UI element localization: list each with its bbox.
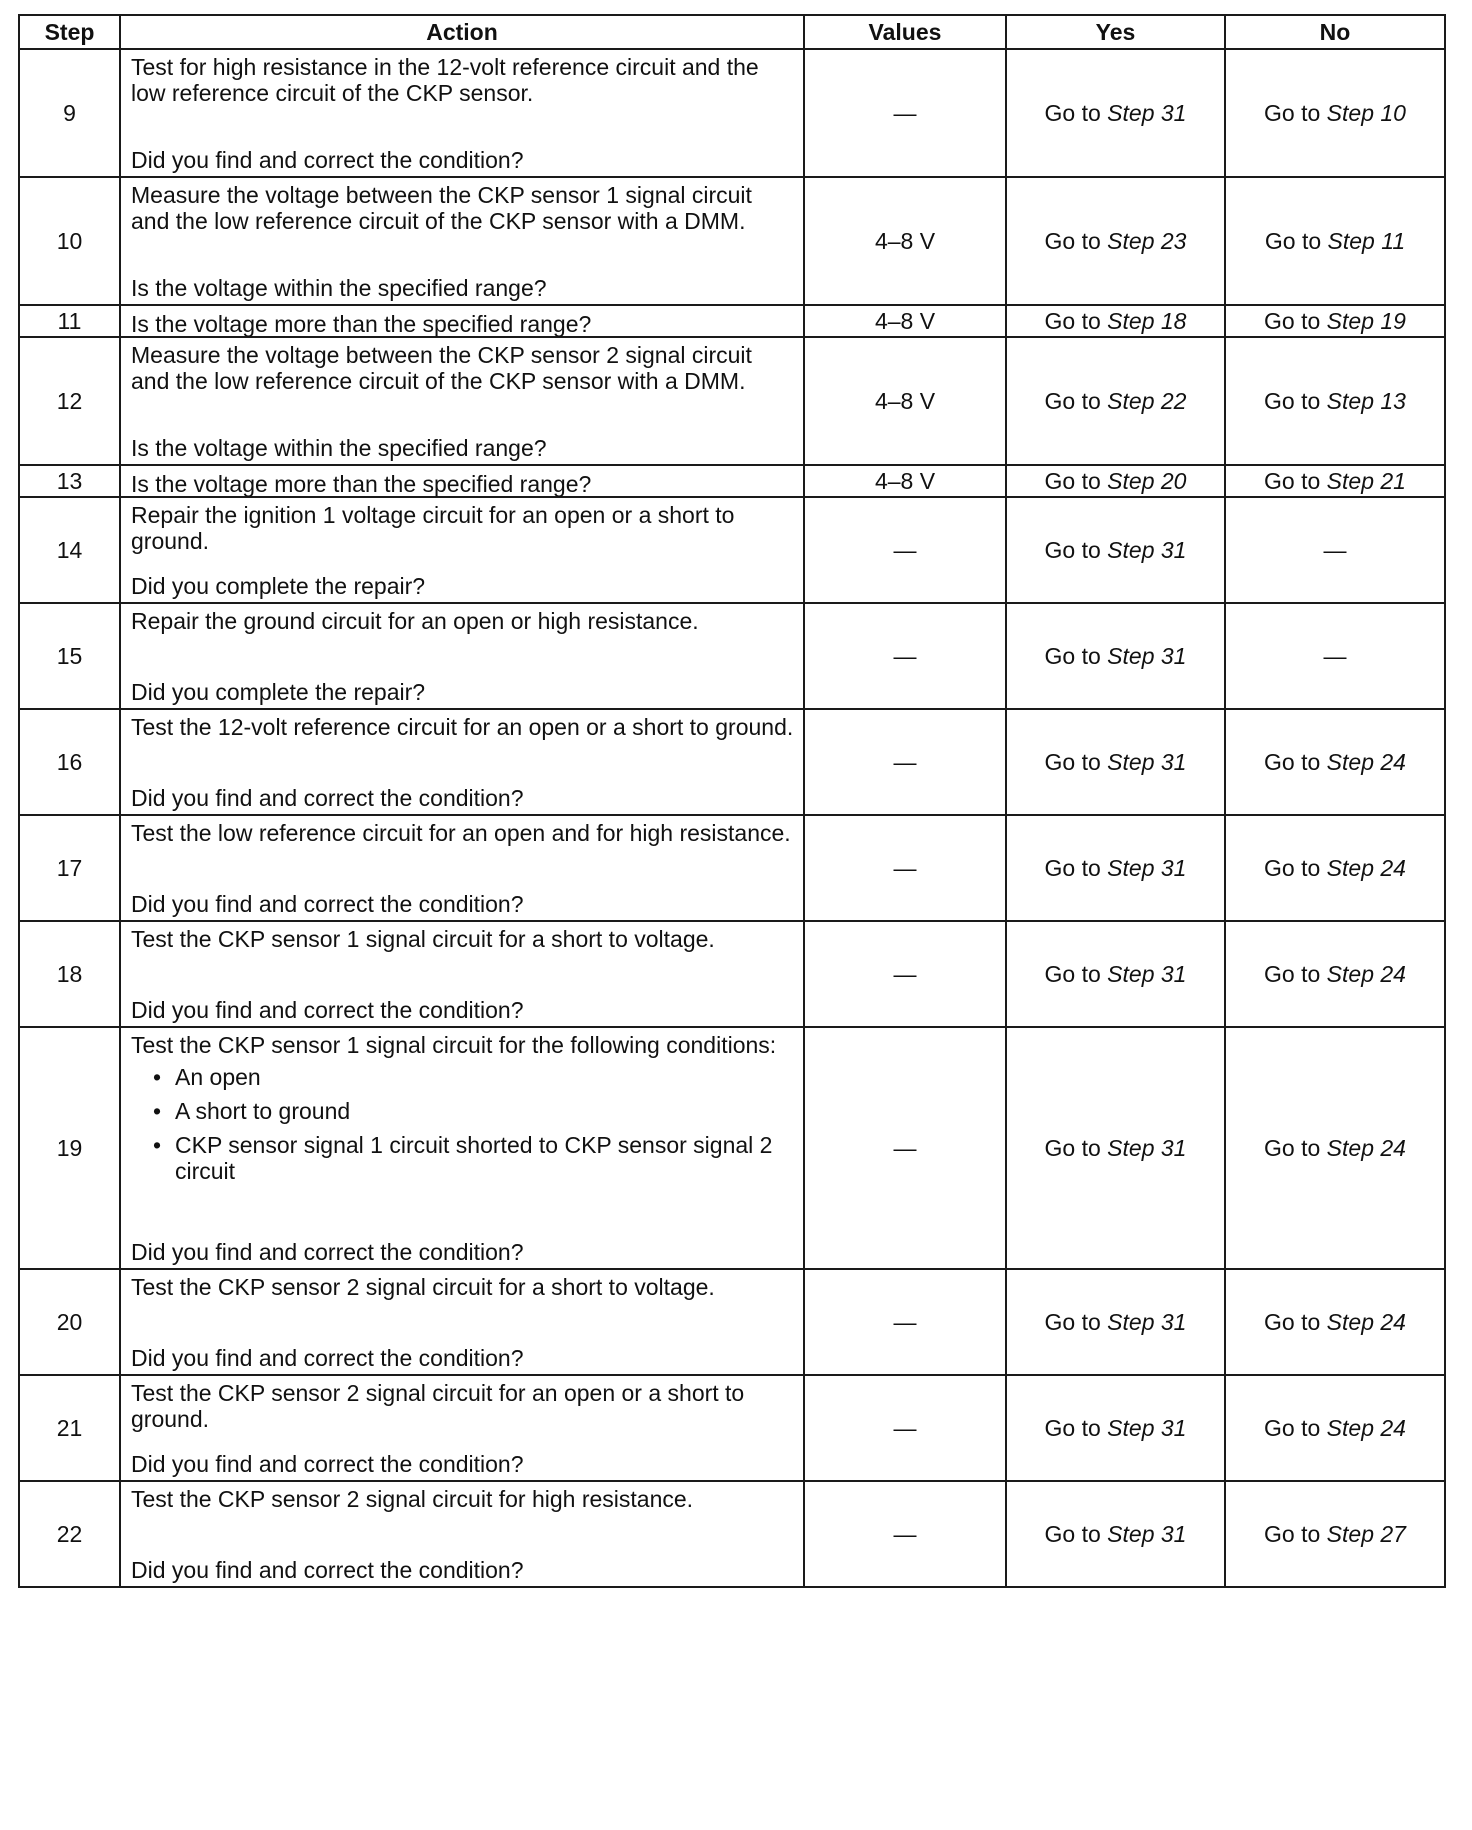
action-question: Is the voltage within the specified range? [131, 435, 547, 461]
goto-step-ref: Step 31 [1107, 100, 1187, 126]
table-row [19, 1027, 1445, 1269]
goto-prefix: Go to [1044, 749, 1108, 775]
goto-step-link [1264, 468, 1406, 494]
action-cell [120, 497, 804, 603]
yes-result-cell [1006, 465, 1225, 497]
goto-step-ref: Step 19 [1326, 308, 1406, 334]
no-result-cell [1225, 709, 1445, 815]
action-cell [120, 1375, 804, 1481]
yes-result-cell [1006, 177, 1225, 305]
goto-step-ref: Step 31 [1107, 1415, 1187, 1441]
action-cell [120, 1269, 804, 1375]
goto-step-link [1045, 855, 1187, 881]
yes-result-cell [1006, 305, 1225, 337]
action-question: Did you complete the repair? [131, 679, 426, 705]
step-number: 11 [19, 305, 120, 337]
goto-prefix: Go to [1044, 643, 1108, 669]
goto-prefix: Go to [1264, 1135, 1327, 1161]
goto-step-ref: Step 23 [1107, 228, 1187, 254]
action-question: Did you find and correct the condition? [131, 147, 524, 173]
action-cell [120, 1481, 804, 1587]
goto-step-link [1045, 537, 1187, 563]
yes-result-cell [1006, 49, 1225, 177]
step-number: 18 [19, 921, 120, 1027]
action-question: Is the voltage more than the specified range? [131, 310, 592, 337]
yes-result-cell [1006, 921, 1225, 1027]
goto-prefix: Go to [1044, 468, 1108, 494]
action-instruction: Measure the voltage between the CKP sensor 2 signal circuit and the low reference circuit of the CKP sensor with a DMM. [131, 342, 752, 394]
goto-step-ref: Step 31 [1107, 643, 1187, 669]
header-values: Values [804, 15, 1006, 49]
goto-prefix: Go to [1264, 961, 1327, 987]
condition-item: • CKP sensor signal 1 circuit shorted to CKP sensor signal 2 circuit [153, 1132, 795, 1184]
step-number: 15 [19, 603, 120, 709]
value-cell: — [804, 1375, 1006, 1481]
goto-step-ref: Step 24 [1326, 1309, 1406, 1335]
goto-step-link [1045, 643, 1187, 669]
goto-step-link [1264, 1135, 1406, 1161]
goto-prefix: Go to [1264, 1521, 1327, 1547]
step-number: 12 [19, 337, 120, 465]
table-row [19, 497, 1445, 603]
action-cell [120, 177, 804, 305]
step-number: 17 [19, 815, 120, 921]
goto-prefix: Go to [1044, 961, 1108, 987]
action-question: Is the voltage within the specified range? [131, 275, 547, 301]
goto-prefix: Go to [1264, 1415, 1327, 1441]
value-cell: — [804, 1481, 1006, 1587]
goto-step-link [1264, 961, 1406, 987]
step-number: 20 [19, 1269, 120, 1375]
goto-step-link [1264, 100, 1406, 126]
action-question: Did you find and correct the condition? [131, 891, 524, 917]
action-cell [120, 337, 804, 465]
goto-step-ref: Step 20 [1107, 468, 1187, 494]
header-yes: Yes [1006, 15, 1225, 49]
table-row [19, 305, 1445, 337]
no-result-cell [1225, 465, 1445, 497]
goto-step-ref: Step 24 [1326, 749, 1406, 775]
goto-step-ref: Step 27 [1326, 1521, 1406, 1547]
condition-item: • A short to ground [153, 1098, 795, 1124]
no-result-cell [1225, 815, 1445, 921]
yes-result-cell [1006, 1481, 1225, 1587]
goto-step-ref: Step 18 [1107, 308, 1187, 334]
action-cell [120, 603, 804, 709]
action-instruction: Test the low reference circuit for an open and for high resistance. [131, 820, 791, 846]
goto-step-ref: Step 24 [1326, 961, 1406, 987]
goto-step-ref: Step 31 [1107, 749, 1187, 775]
action-instruction: Test the CKP sensor 1 signal circuit for the following conditions: [131, 1032, 777, 1058]
table-row [19, 1481, 1445, 1587]
no-result-cell [1225, 603, 1445, 709]
value-cell: 4–8 V [804, 177, 1006, 305]
goto-step-ref: Step 22 [1107, 388, 1187, 414]
goto-prefix: Go to [1044, 228, 1108, 254]
goto-step-link [1265, 228, 1405, 254]
action-cell [120, 709, 804, 815]
goto-step-ref: Step 24 [1326, 1415, 1406, 1441]
no-result-cell [1225, 177, 1445, 305]
value-cell: — [804, 49, 1006, 177]
no-result-cell [1225, 49, 1445, 177]
yes-result-cell [1006, 1027, 1225, 1269]
action-cell [120, 465, 804, 497]
table-row [19, 465, 1445, 497]
yes-result-cell [1006, 603, 1225, 709]
goto-step-link [1264, 1309, 1406, 1335]
action-question: Did you complete the repair? [131, 573, 426, 599]
goto-prefix: Go to [1044, 388, 1108, 414]
value-cell: — [804, 1269, 1006, 1375]
step-number: 9 [19, 49, 120, 177]
goto-step-ref: Step 10 [1326, 100, 1406, 126]
goto-step-link [1045, 749, 1187, 775]
value-cell: 4–8 V [804, 465, 1006, 497]
goto-prefix: Go to [1264, 100, 1327, 126]
yes-result-cell [1006, 1375, 1225, 1481]
condition-item: • An open [153, 1064, 795, 1090]
diagnostic-table-sheet [18, 14, 1444, 1588]
goto-step-ref: Step 31 [1107, 1135, 1187, 1161]
no-result-cell [1225, 1375, 1445, 1481]
action-instruction: Repair the ground circuit for an open or high resistance. [131, 608, 699, 634]
goto-step-link [1045, 1415, 1187, 1441]
table-row [19, 1375, 1445, 1481]
header-action: Action [120, 15, 804, 49]
table-row [19, 709, 1445, 815]
table-row [19, 815, 1445, 921]
action-instruction: Measure the voltage between the CKP sensor 1 signal circuit and the low reference circuit of the CKP sensor with a DMM. [131, 182, 752, 234]
yes-result-cell [1006, 815, 1225, 921]
action-instruction: Test the CKP sensor 2 signal circuit for high resistance. [131, 1486, 694, 1512]
header-no: No [1225, 15, 1445, 49]
step-number: 13 [19, 465, 120, 497]
yes-result-cell [1006, 1269, 1225, 1375]
goto-step-ref: Step 31 [1107, 537, 1187, 563]
table-row [19, 1269, 1445, 1375]
condition-list [131, 1064, 795, 1184]
goto-step-link [1045, 228, 1187, 254]
value-cell: — [804, 497, 1006, 603]
goto-step-ref: Step 24 [1326, 1135, 1406, 1161]
goto-step-link [1264, 1521, 1406, 1547]
goto-prefix: Go to [1044, 1521, 1108, 1547]
goto-prefix: Go to [1264, 228, 1328, 254]
action-question: Did you find and correct the condition? [131, 785, 524, 811]
goto-step-ref: Step 31 [1107, 961, 1187, 987]
value-cell: — [804, 709, 1006, 815]
value-cell: 4–8 V [804, 305, 1006, 337]
not-applicable-dash: — [1323, 537, 1347, 563]
yes-result-cell [1006, 497, 1225, 603]
action-question: Did you find and correct the condition? [131, 1345, 524, 1371]
table-row [19, 49, 1445, 177]
goto-step-ref: Step 24 [1326, 855, 1406, 881]
step-number: 21 [19, 1375, 120, 1481]
step-number: 22 [19, 1481, 120, 1587]
goto-step-link [1264, 1415, 1406, 1441]
goto-prefix: Go to [1044, 537, 1108, 563]
table-header-row [19, 15, 1445, 49]
goto-step-link [1045, 308, 1187, 334]
action-question: Did you find and correct the condition? [131, 1239, 524, 1265]
action-cell [120, 815, 804, 921]
goto-step-link [1045, 1309, 1187, 1335]
goto-prefix: Go to [1264, 308, 1327, 334]
no-result-cell [1225, 1481, 1445, 1587]
action-question: Is the voltage more than the specified range? [131, 470, 592, 497]
goto-prefix: Go to [1264, 749, 1327, 775]
action-cell [120, 1027, 804, 1269]
diagnostic-table [18, 14, 1446, 1588]
no-result-cell [1225, 337, 1445, 465]
action-cell [120, 49, 804, 177]
goto-step-link [1045, 468, 1187, 494]
action-question: Did you find and correct the condition? [131, 997, 524, 1023]
header-step: Step [19, 15, 120, 49]
action-cell [120, 921, 804, 1027]
step-number: 16 [19, 709, 120, 815]
goto-step-ref: Step 31 [1107, 1521, 1187, 1547]
goto-step-ref: Step 31 [1107, 855, 1187, 881]
value-cell: — [804, 815, 1006, 921]
goto-prefix: Go to [1044, 1415, 1108, 1441]
value-cell: — [804, 603, 1006, 709]
step-number: 10 [19, 177, 120, 305]
goto-step-link [1264, 308, 1406, 334]
no-result-cell [1225, 305, 1445, 337]
goto-prefix: Go to [1264, 388, 1327, 414]
action-cell [120, 305, 804, 337]
goto-prefix: Go to [1264, 1309, 1327, 1335]
no-result-cell [1225, 1027, 1445, 1269]
yes-result-cell [1006, 709, 1225, 815]
value-cell: — [804, 921, 1006, 1027]
goto-step-link [1045, 388, 1187, 414]
goto-step-link [1264, 388, 1406, 414]
goto-step-link [1045, 1521, 1187, 1547]
table-row [19, 177, 1445, 305]
action-instruction: Test the CKP sensor 2 signal circuit for an open or a short to ground. [131, 1380, 745, 1432]
goto-step-link [1264, 855, 1406, 881]
value-cell: — [804, 1027, 1006, 1269]
goto-prefix: Go to [1044, 1309, 1108, 1335]
no-result-cell [1225, 1269, 1445, 1375]
goto-prefix: Go to [1044, 1135, 1108, 1161]
no-result-cell [1225, 497, 1445, 603]
goto-step-link [1045, 1135, 1187, 1161]
goto-step-ref: Step 31 [1107, 1309, 1187, 1335]
action-instruction: Test the CKP sensor 1 signal circuit for a short to voltage. [131, 926, 715, 952]
no-result-cell [1225, 921, 1445, 1027]
action-instruction: Test the 12-volt reference circuit for an open or a short to ground. [131, 714, 794, 740]
action-question: Did you find and correct the condition? [131, 1451, 524, 1477]
table-row [19, 921, 1445, 1027]
goto-step-ref: Step 21 [1326, 468, 1406, 494]
not-applicable-dash: — [1323, 643, 1347, 669]
goto-prefix: Go to [1264, 468, 1327, 494]
goto-prefix: Go to [1264, 855, 1327, 881]
step-number: 19 [19, 1027, 120, 1269]
goto-step-link [1045, 961, 1187, 987]
action-question: Did you find and correct the condition? [131, 1557, 524, 1583]
goto-prefix: Go to [1044, 855, 1108, 881]
goto-step-ref: Step 11 [1327, 228, 1406, 254]
action-instruction: Repair the ignition 1 voltage circuit for an open or a short to ground. [131, 502, 735, 554]
table-row [19, 603, 1445, 709]
action-instruction: Test the CKP sensor 2 signal circuit for a short to voltage. [131, 1274, 715, 1300]
goto-step-link [1045, 100, 1187, 126]
goto-step-link [1264, 749, 1406, 775]
action-instruction: Test for high resistance in the 12-volt reference circuit and the low reference circuit of the CKP sensor. [131, 54, 759, 106]
table-row [19, 337, 1445, 465]
goto-step-ref: Step 13 [1326, 388, 1406, 414]
step-number: 14 [19, 497, 120, 603]
goto-prefix: Go to [1044, 100, 1108, 126]
goto-prefix: Go to [1044, 308, 1108, 334]
yes-result-cell [1006, 337, 1225, 465]
value-cell: 4–8 V [804, 337, 1006, 465]
